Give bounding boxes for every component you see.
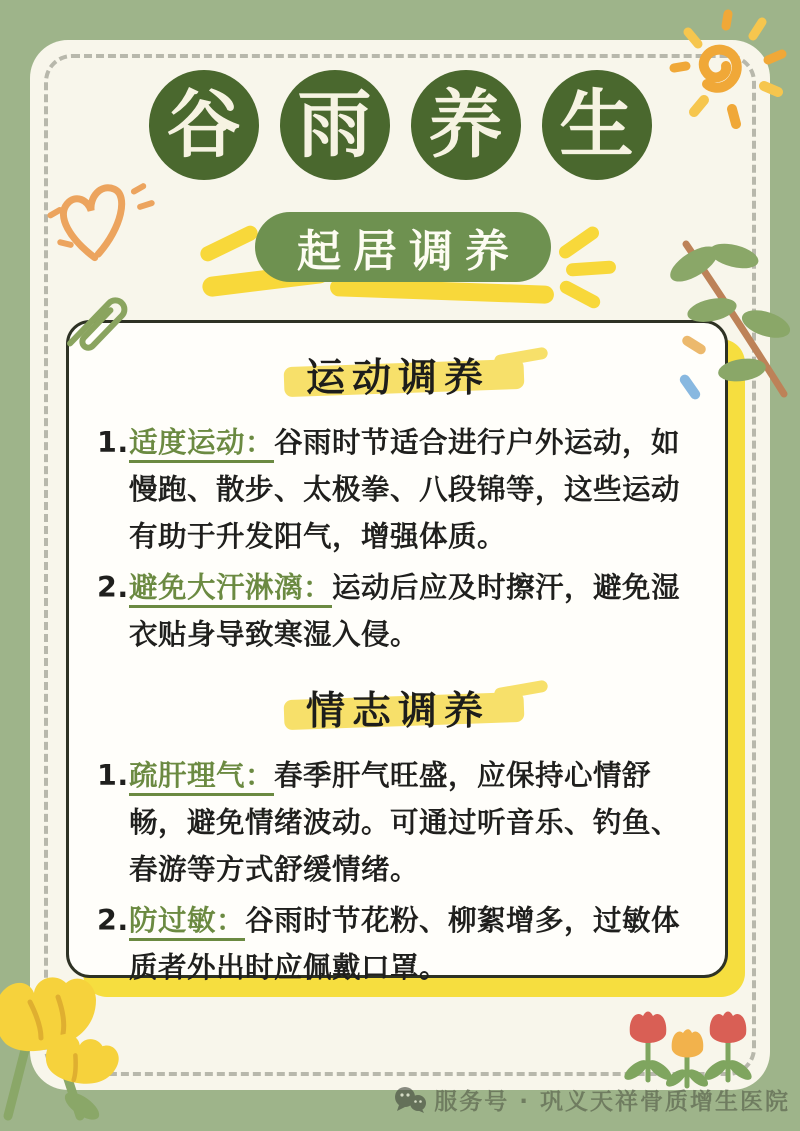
item-number: 1. bbox=[97, 759, 129, 792]
item-number: 2. bbox=[97, 571, 129, 604]
main-title bbox=[0, 70, 800, 180]
list-item bbox=[97, 564, 699, 658]
item-number: 1. bbox=[97, 426, 129, 459]
item-body: 谷雨时节花粉、柳絮增多，过敏体质者外出时应佩戴口罩。 bbox=[129, 904, 681, 984]
wechat-icon bbox=[393, 1086, 427, 1114]
section-title: 情志调养 bbox=[305, 689, 490, 734]
item-body: 谷雨时节适合进行户外运动，如慢跑、散步、太极拳、八段锦等，这些运动有助于升发阳气，增强体质。 bbox=[129, 426, 681, 553]
watermark-text: 服务号 · 巩义天祥骨质增生医院 bbox=[434, 1089, 790, 1115]
title-char-text: 雨 bbox=[297, 82, 372, 168]
item-body: 运动后应及时擦汗，避免湿衣贴身导致寒湿入侵。 bbox=[129, 571, 681, 651]
title-char-text: 生 bbox=[559, 82, 634, 168]
title-char bbox=[280, 70, 390, 180]
section-list-1 bbox=[97, 419, 699, 658]
section-title: 运动调养 bbox=[305, 356, 490, 401]
section-list-2 bbox=[97, 752, 699, 991]
title-char-text: 谷 bbox=[166, 82, 241, 168]
section-heading-1 bbox=[97, 347, 699, 403]
section-heading-2 bbox=[97, 680, 699, 736]
yellow-flowers-icon bbox=[0, 966, 168, 1131]
title-char-text: 养 bbox=[428, 82, 503, 168]
item-lead: 防过敏： bbox=[129, 904, 245, 941]
list-item bbox=[97, 419, 699, 560]
title-char bbox=[411, 70, 521, 180]
list-item bbox=[97, 752, 699, 893]
item-body: 春季肝气旺盛，应保持心情舒畅，避免情绪波动。可通过听音乐、钓鱼、春游等方式舒缓情绪。 bbox=[129, 759, 681, 886]
content-card bbox=[66, 320, 728, 984]
title-char bbox=[149, 70, 259, 180]
item-lead: 适度运动： bbox=[129, 426, 274, 463]
item-number: 2. bbox=[97, 904, 129, 937]
title-char bbox=[542, 70, 652, 180]
list-item bbox=[97, 897, 699, 991]
tulips-icon bbox=[612, 1008, 762, 1093]
subtitle-pill: 起居调养 bbox=[255, 212, 551, 282]
item-lead: 避免大汗淋漓： bbox=[129, 571, 332, 608]
item-lead: 疏肝理气： bbox=[129, 759, 274, 796]
watermark bbox=[393, 1083, 790, 1116]
